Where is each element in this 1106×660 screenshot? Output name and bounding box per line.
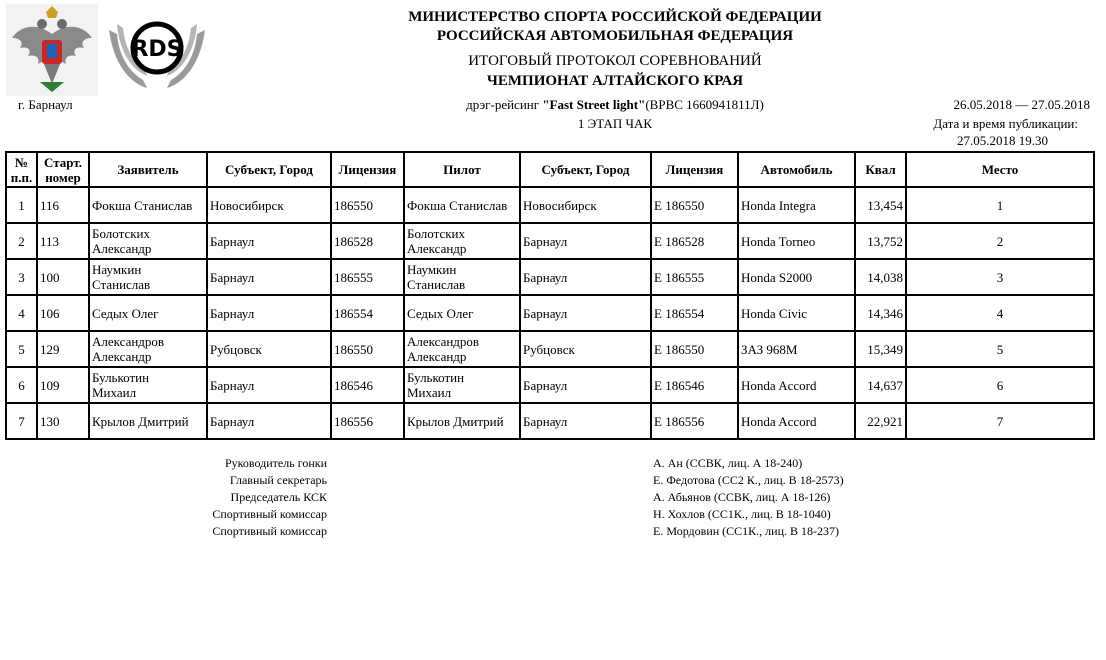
cell-subject-city-2: Барнаул [520,223,651,259]
cell-applicant-line-1: Седых Олег [92,305,159,321]
cell-pilot [404,403,520,439]
cell-license-2: Е 186554 [651,295,738,331]
cell-license: 186546 [331,367,404,403]
event-line [330,97,900,113]
table-row [6,223,1094,259]
cell-qual: 15,349 [855,331,906,367]
col-start: Старт. номер [37,152,89,187]
city-label: г. Барнаул [18,97,73,112]
cell-qual: 14,637 [855,367,906,403]
cell-subject-city-2: Новосибирск [520,187,651,223]
cell-car: Honda Accord [738,367,855,403]
cell-num: 4 [6,295,37,331]
cell-pilot [404,223,520,259]
cell-subject-city: Барнаул [207,295,331,331]
cell-subject-city-2: Барнаул [520,367,651,403]
cell-start: 130 [37,403,89,439]
signature-name: А. Ан (ССВК, лиц. А 18-240) [653,456,803,470]
col-qual: Квал [855,152,906,187]
cell-pilot-line-1: Крылов Дмитрий [407,413,504,429]
cell-license: 186550 [331,331,404,367]
cell-start: 129 [37,331,89,367]
cell-num: 5 [6,331,37,367]
cell-car: Honda S2000 [738,259,855,295]
cell-num: 2 [6,223,37,259]
cell-applicant-line-1: Фокша Станислав [92,197,193,213]
col-car: Автомобиль [738,152,855,187]
col-subject-city: Субъект, Город [207,152,331,187]
cell-place: 3 [906,259,1094,295]
cell-subject-city: Новосибирск [207,187,331,223]
signature-name: А. Абьянов (ССВК, лиц. А 18-126) [653,490,831,504]
protocol-title: ИТОГОВЫЙ ПРОТОКОЛ СОРЕВНОВАНИЙ [468,53,762,69]
cell-place: 5 [906,331,1094,367]
cell-pilot [404,367,520,403]
cell-place: 1 [906,187,1094,223]
cell-car: Honda Civic [738,295,855,331]
cell-applicant-line-2: Александр [92,349,152,364]
signature-role: Спортивный комиссар [212,507,327,521]
cell-pilot-line-1: Фокша Станислав [407,197,508,213]
cell-applicant-line-1: Наумкин [92,262,142,277]
cell-pilot [404,187,520,223]
cell-pilot-line-1: Булькотин [407,370,465,385]
cell-num: 3 [6,259,37,295]
cell-subject-city-2: Рубцовск [520,331,651,367]
cell-applicant [89,403,207,439]
cell-license-2: Е 186528 [651,223,738,259]
cell-num: 7 [6,403,37,439]
cell-start: 116 [37,187,89,223]
cell-license: 186550 [331,187,404,223]
cell-license-2: Е 186550 [651,187,738,223]
cell-num: 6 [6,367,37,403]
cell-pilot-line-1: Наумкин [407,262,457,277]
cell-subject-city-2: Барнаул [520,259,651,295]
cell-start: 113 [37,223,89,259]
cell-pilot [404,259,520,295]
table-row [6,187,1094,223]
cell-start: 100 [37,259,89,295]
cell-start: 106 [37,295,89,331]
signature-role: Главный секретарь [229,473,327,487]
event-code: (ВРВС 1660941811Л) [645,97,764,112]
cell-applicant [89,367,207,403]
cell-applicant-line-2: Александр [92,241,152,256]
table-row [6,259,1094,295]
table-row [6,295,1094,331]
cell-license: 186554 [331,295,404,331]
signature-role: Председатель КСК [230,490,327,504]
cell-pilot-line-1: Александров [407,334,480,349]
cell-license-2: Е 186556 [651,403,738,439]
cell-pilot-line-2: Александр [407,349,467,364]
results-table [5,151,1095,440]
cell-place: 6 [906,367,1094,403]
cell-applicant [89,223,207,259]
signature-role: Спортивный комиссар [212,524,327,538]
cell-applicant-line-2: Михаил [92,385,137,400]
stage-label: 1 ЭТАП ЧАК [577,116,653,131]
signature-name: Е. Федотова (СС2 К., лиц. В 18-2573) [653,473,844,487]
championship-title: ЧЕМПИОНАТ АЛТАЙСКОГО КРАЯ [486,73,744,89]
cell-applicant [89,187,207,223]
col-license: Лицензия [331,152,404,187]
cell-applicant [89,259,207,295]
signature-name: Е. Мордовин (СС1К., лиц. В 18-237) [653,524,839,538]
cell-pilot [404,295,520,331]
col-pilot: Пилот [404,152,520,187]
federation-title: РОССИЙСКАЯ АВТОМОБИЛЬНАЯ ФЕДЕРАЦИЯ [436,28,794,44]
cell-applicant [89,331,207,367]
publication-label: Дата и время публикации: [933,116,1078,131]
col-num: № п.п. [6,152,37,187]
cell-applicant-line-1: Булькотин [92,370,150,385]
table-row [6,403,1094,439]
cell-car: Honda Integra [738,187,855,223]
cell-subject-city-2: Барнаул [520,403,651,439]
table-row [6,367,1094,403]
cell-subject-city: Рубцовск [207,331,331,367]
cell-pilot-line-1: Болотских [407,226,465,241]
cell-subject-city: Барнаул [207,403,331,439]
col-applicant: Заявитель [89,152,207,187]
cell-subject-city-2: Барнаул [520,295,651,331]
table-row [6,331,1094,367]
cell-applicant-line-1: Болотских [92,226,150,241]
cell-car: ЗАЗ 968М [738,331,855,367]
signature-role: Руководитель гонки [225,456,327,470]
cell-license: 186556 [331,403,404,439]
signature-name: Н. Хохлов (СС1К., лиц. В 18-1040) [653,507,831,521]
raf-monogram: RDS [131,37,183,62]
cell-qual: 14,346 [855,295,906,331]
cell-place: 4 [906,295,1094,331]
cell-qual: 14,038 [855,259,906,295]
col-place: Место [906,152,1094,187]
cell-pilot-line-2: Станислав [407,277,466,292]
ministry-title: МИНИСТЕРСТВО СПОРТА РОССИЙСКОЙ ФЕДЕРАЦИИ [408,9,822,25]
cell-qual: 13,454 [855,187,906,223]
cell-applicant [89,295,207,331]
cell-car: Honda Accord [738,403,855,439]
event-prefix: дрэг-рейсинг [466,97,543,112]
cell-num: 1 [6,187,37,223]
cell-car: Honda Torneo [738,223,855,259]
cell-license: 186555 [331,259,404,295]
cell-applicant-line-1: Александров [92,334,165,349]
col-subject-city-2: Субъект, Город [520,152,651,187]
cell-pilot [404,331,520,367]
cell-qual: 13,752 [855,223,906,259]
cell-pilot-line-2: Александр [407,241,467,256]
col-license-2: Лицензия [651,152,738,187]
cell-qual: 22,921 [855,403,906,439]
raf-logo [103,10,211,96]
cell-start: 109 [37,367,89,403]
cell-subject-city: Барнаул [207,223,331,259]
cell-applicant-line-2: Станислав [92,277,151,292]
event-name: "Fast Street light" [542,97,646,112]
cell-license-2: Е 186555 [651,259,738,295]
cell-applicant-line-1: Крылов Дмитрий [92,413,189,429]
cell-place: 2 [906,223,1094,259]
cell-license-2: Е 186550 [651,331,738,367]
cell-license-2: Е 186546 [651,367,738,403]
table-header-row [6,152,1094,187]
cell-subject-city: Барнаул [207,367,331,403]
event-dates: 26.05.2018 — 27.05.2018 [953,97,1090,112]
publication-datetime: 27.05.2018 19.30 [957,133,1048,148]
cell-license: 186528 [331,223,404,259]
ministry-emblem [6,4,98,96]
cell-pilot-line-1: Седых Олег [407,305,474,321]
cell-place: 7 [906,403,1094,439]
cell-subject-city: Барнаул [207,259,331,295]
cell-pilot-line-2: Михаил [407,385,452,400]
